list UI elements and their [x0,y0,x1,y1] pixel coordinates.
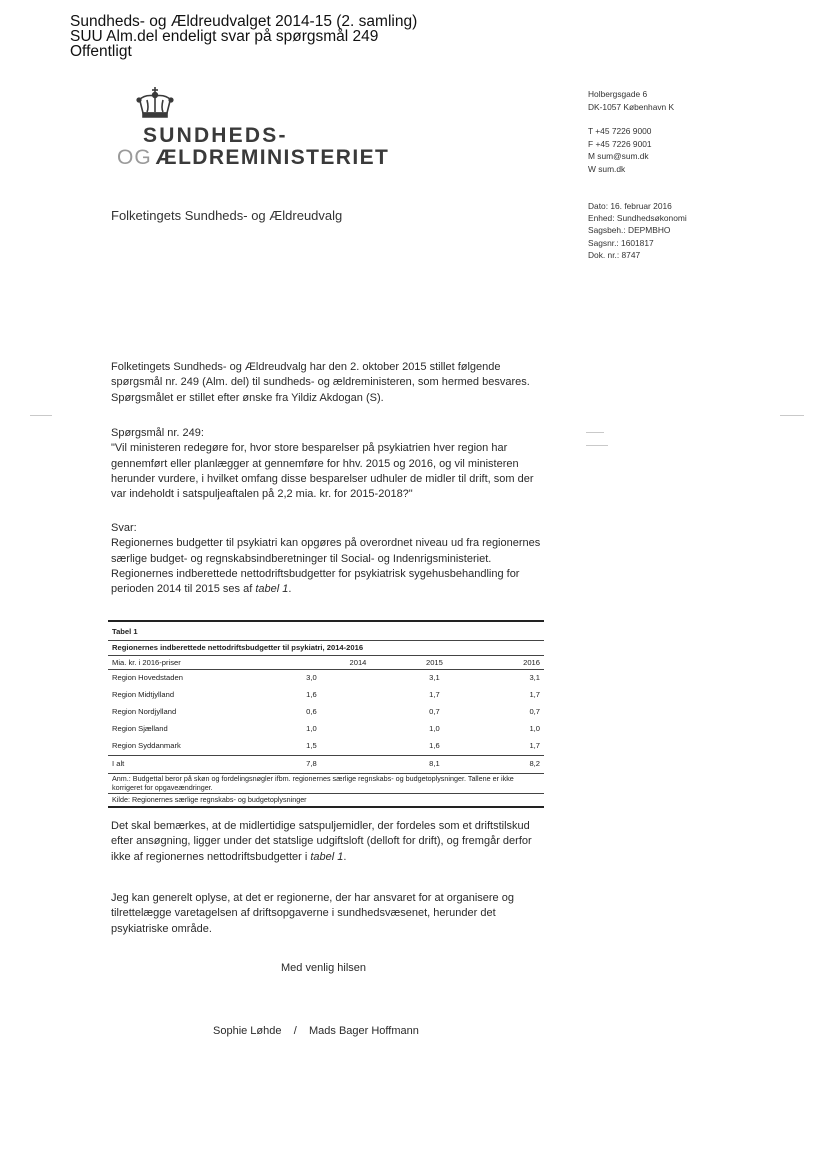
region-name: Region Hovedstaden [112,673,183,682]
value-2014: 1,0 [306,724,317,733]
value-2015: 1,6 [370,738,498,756]
table-source: Kilde: Regionernes særlige regnskabs- og budgetoplysninger [108,794,544,808]
meta-unit: Enhed: Sundhedsøkonomi [588,213,687,224]
answer-table-ref: tabel 1 [255,583,289,596]
table-header-2016: 2016 [498,656,544,670]
question-text: "Vil ministeren redegøre for, hvor store besparelser på psykiatrien hver region har gennemført eller planlægger at gennemføre for hhv. 2015 og 2016, og vil ministeren herunder vurdere, i hvilket omfang disse besparelser udhuler de midler til drift, som der var indeholdt i satspuljeaftalen på 2,2 mia. kr. for 2015-2018?" [111,442,534,501]
address-phone: T +45 7226 9000 [588,126,652,137]
table-row [108,721,544,738]
table-row [108,687,544,704]
value-2014: 1,5 [252,738,370,756]
address-mail: M sum@sum.dk [588,151,649,162]
recipient: Folketingets Sundheds- og Ældreudvalg [111,208,343,223]
value-2015: 1,7 [429,690,440,699]
table-header-row [108,656,544,670]
stamp-line-2: SUU Alm.del endeligt svar på spørgsmål 249 [70,28,379,45]
value-2015: 3,1 [429,673,440,682]
region-name: Region Midtjylland [112,690,175,699]
value-2015: 0,7 [429,707,440,716]
value-2014: 3,0 [306,673,317,682]
address-city: DK-1057 København K [588,101,675,112]
region-name: Region Sjælland [112,724,168,733]
scan-mark [586,432,604,433]
table-title: Regionernes indberettede nettodriftsbudgetter til psykiatri, 2014-2016 [108,640,544,656]
table-row [108,670,544,688]
table-header-2014: 2014 [252,656,370,670]
value-2016: 3,1 [529,673,540,682]
question-section [111,426,551,502]
total-2014: 7,8 [252,756,370,774]
region-name: Region Syddanmark [108,738,252,756]
value-2014: 1,6 [306,690,317,699]
total-label: I alt [108,756,252,774]
table-grid [108,656,544,774]
logo-line-1: SUNDHEDS- [143,124,288,147]
value-2016: 1,7 [529,690,540,699]
meta-doc-number: Dok. nr.: 8747 [588,249,641,260]
meta-block [588,200,687,261]
scan-mark [586,445,608,446]
value-2016: 0,7 [529,707,540,716]
meta-date: Dato: 16. februar 2016 [588,201,672,211]
document-stamp [70,14,417,59]
table-row [108,704,544,721]
logo-ministry: ÆLDREMINISTERIET [155,146,390,169]
address-block [588,88,674,176]
logo-og: OG [117,146,152,169]
intro-paragraph: Folketingets Sundheds- og Ældreudvalg har den 2. oktober 2015 stillet følgende spørgsmål nr. 249 (Alm. del) til sundheds- og ældreministeren, som hermed besvares. Spørgsmålet er stillet efter ønske fra Yildiz Akdogan (S). [111,361,530,404]
address-street: Holbergsgade 6 [588,89,648,99]
paragraph-satspulje [111,819,551,865]
table-total-row [108,756,544,774]
answer-heading: Svar: [111,522,137,534]
crown-icon [135,86,175,120]
answer-text [111,536,551,597]
paragraph-satspulje-end: . [343,850,347,863]
paragraph-responsibility: Jeg kan generelt oplyse, at det er regionerne, der har ansvaret for at organisere og tilrettelægge varetagelsen af driftsopgaverne i sundhedsvæsenet, herunder det psykiatriske område. [111,892,514,935]
address-fax: F +45 7226 9001 [588,138,652,149]
table-header-unit: Mia. kr. i 2016-priser [108,656,252,670]
table-note: Anm.: Budgettal beror på skøn og fordelingsnøgler ifbm. regionernes særlige regnskabs- og budgetoplysninger. Tallene er ikke korrigeret for opgaveændringer. [108,774,544,794]
value-2014: 0,6 [306,707,317,716]
total-2015: 8,1 [370,756,498,774]
answer-section [111,521,551,597]
value-2015: 1,0 [429,724,440,733]
meta-case-number: Sagsnr.: 1601817 [588,237,654,248]
logo-line-2 [117,146,389,170]
value-2016: 1,7 [498,738,544,756]
address-web: W sum.dk [588,163,626,174]
table-row [108,738,544,756]
signature-line: Sophie Løhde / Mads Bager Hoffmann [213,1025,419,1037]
total-2016: 8,2 [498,756,544,774]
paragraph-satspulje-body: Det skal bemærkes, at de midlertidige satspuljemidler, der fordeles som et driftstilskud efter ansøgning, ligger under det statslige udgiftsloft (delloft for drift), og fremgår derfor ikke af regionernes nettodriftsbudgetter i [111,820,532,863]
table-header-2015: 2015 [370,656,498,670]
answer-body: Regionernes budgetter til psykiatri kan opgøres på overordnet niveau ud fra regionernes særlige budget- og regnskabsindberetninger til Social- og Indenrigsministeriet. Regionernes indberettede nettodriftsbudgetter for psykiatrisk sygehusbehandling for perioden 2014 til 2015 ses af [111,537,541,596]
scan-mark [30,415,52,416]
scan-mark [780,415,804,416]
paragraph-satspulje-ref: tabel 1 [310,850,344,863]
stamp-line-3: Offentligt [70,43,132,60]
meta-caseworker: Sagsbeh.: DEPMBHO [588,225,671,236]
question-heading: Spørgsmål nr. 249: [111,427,204,439]
stamp-line-1: Sundheds- og Ældreudvalget 2014-15 (2. samling) [70,13,418,30]
budget-table [108,620,544,808]
table-label: Tabel 1 [112,627,138,636]
closing-greeting: Med venlig hilsen [281,962,366,974]
answer-end: . [288,583,292,596]
region-name: Region Nordjylland [112,707,177,716]
value-2016: 1,0 [529,724,540,733]
